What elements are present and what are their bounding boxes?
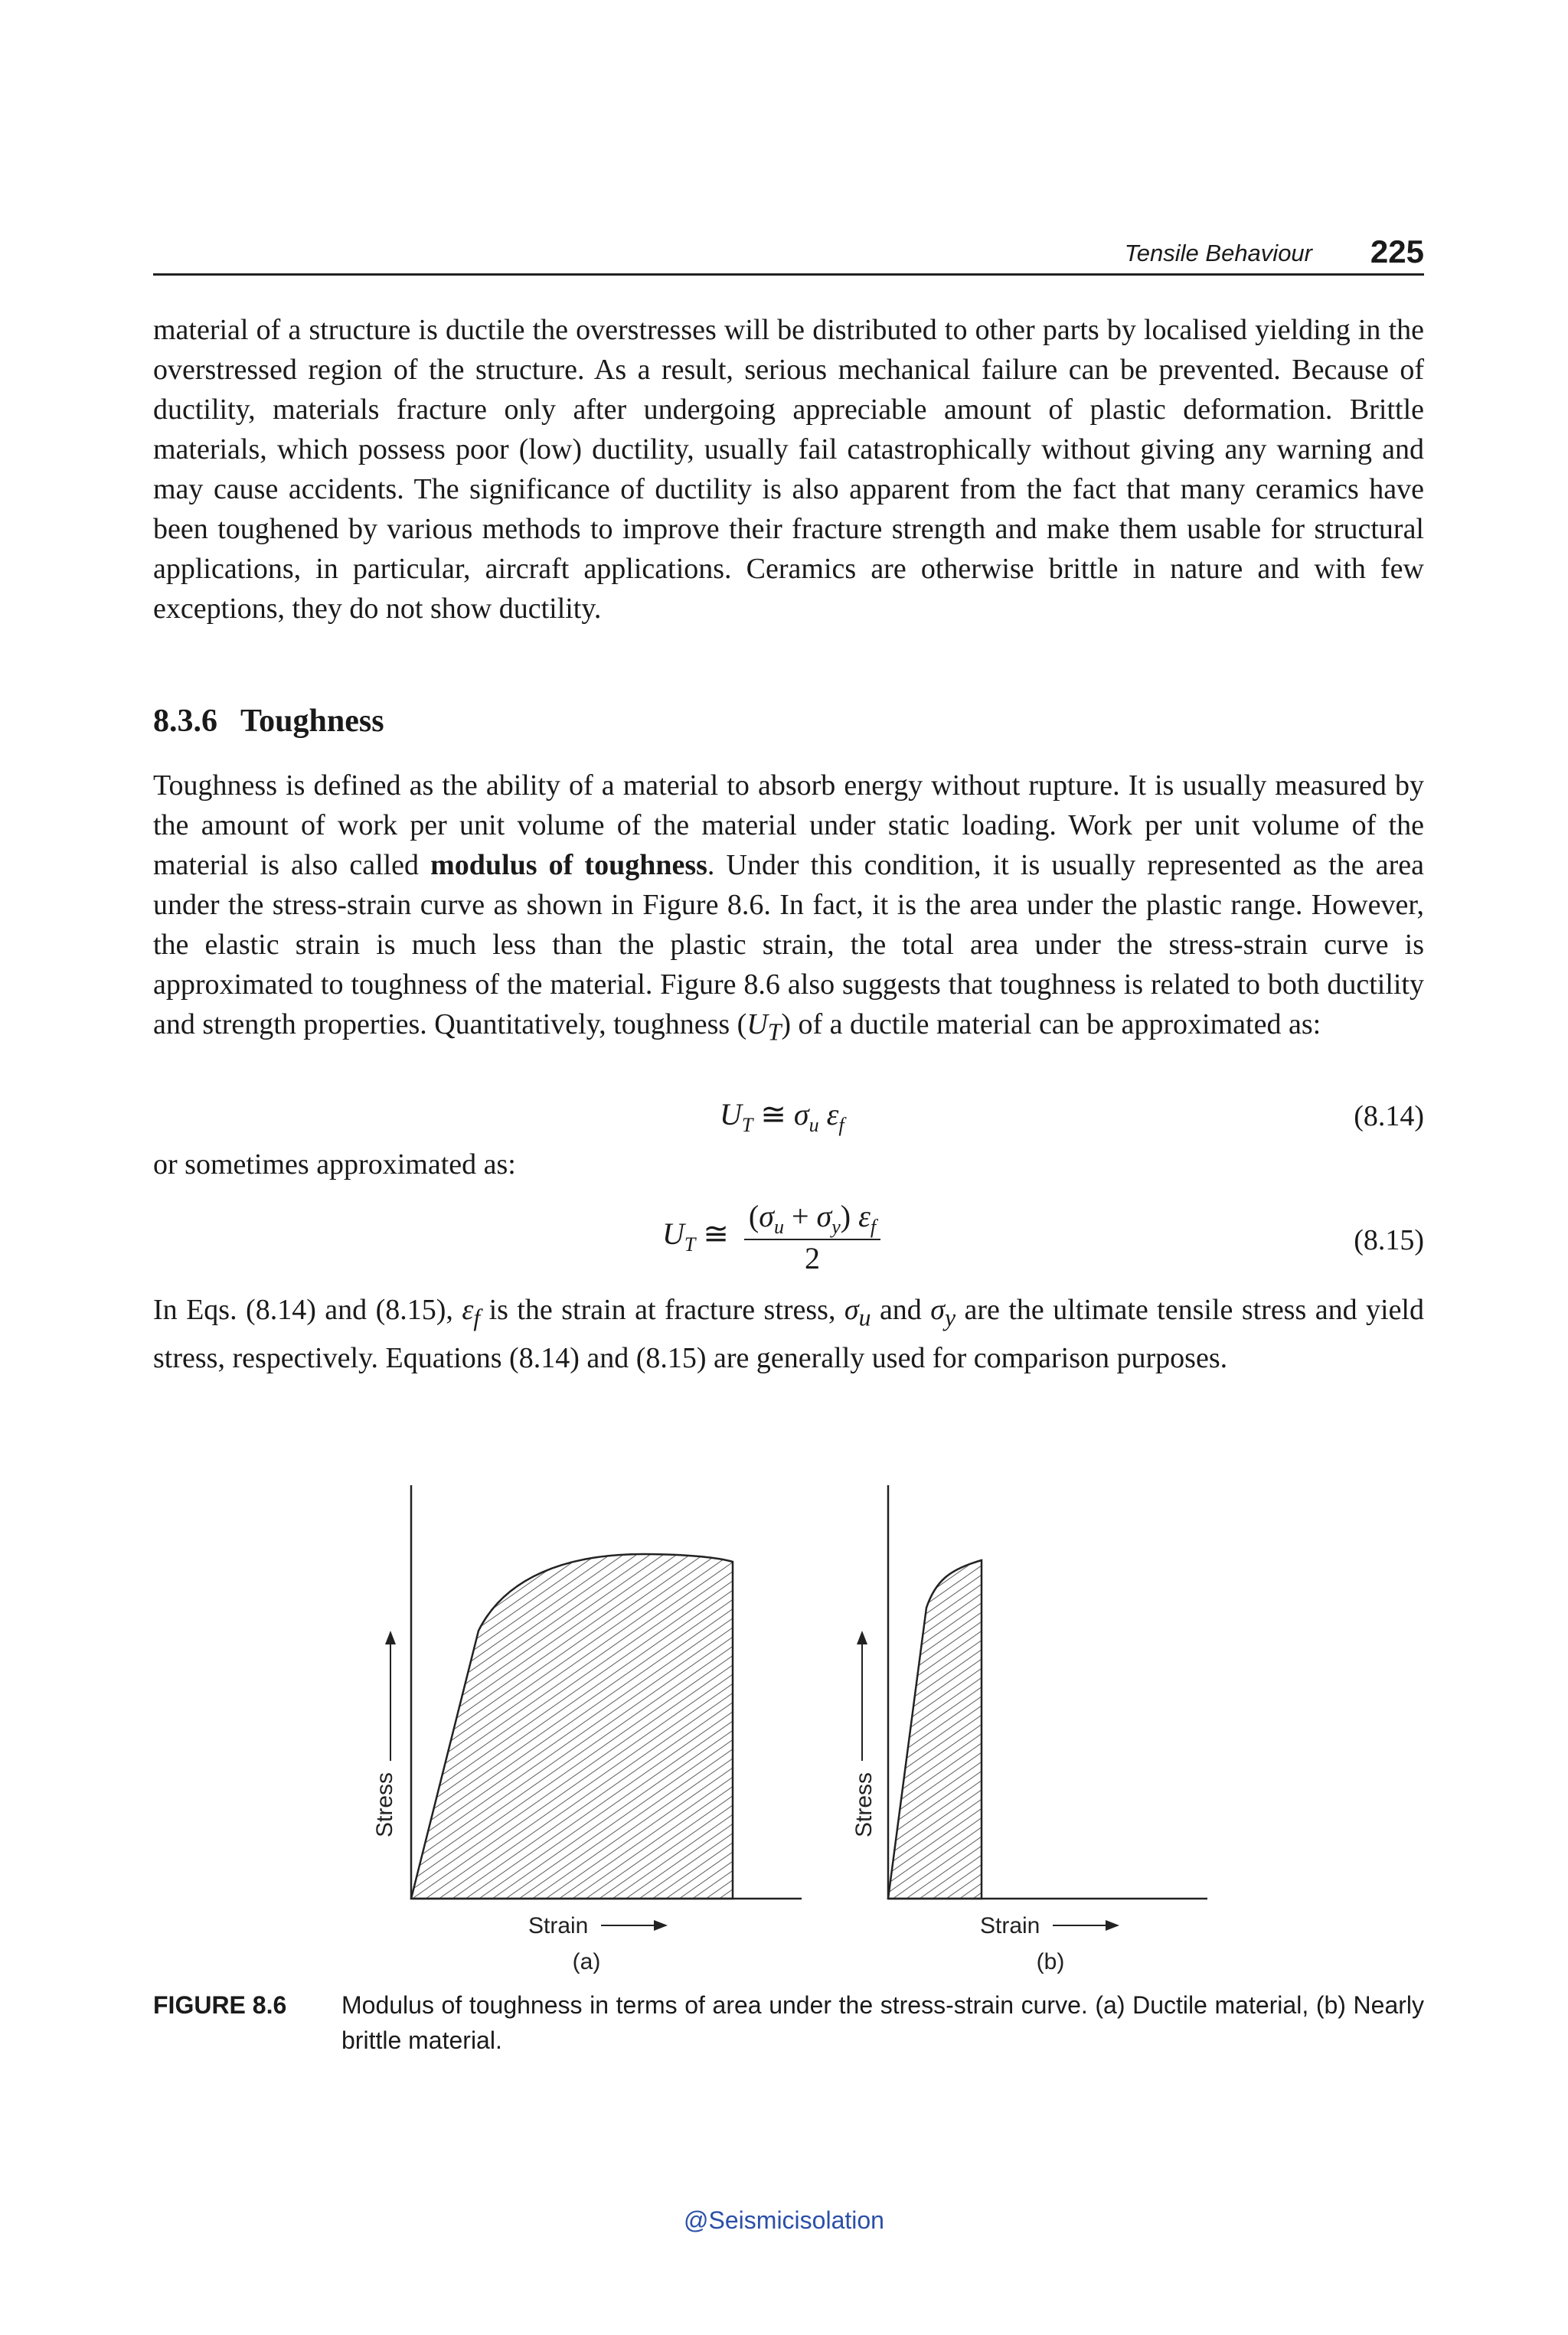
running-head [153,234,1424,276]
equation-number-8-15: (8.15) [1354,1224,1424,1256]
running-title: Tensile Behaviour [1124,240,1312,266]
paragraph-toughness: Toughness is defined as the ability of a material to absorb energy without rupture. It is usually measured by the amount of work per unit volume of the material under static loading. Work per unit volume of the material is also called modulus of toughness. Under this condition, it is usually represented as the area under the stress-strain curve as shown in Figure 8.6. In fact, it is the area under the plastic range. However, the elastic strain is much less than the plastic strain, the total area under the stress-strain curve is approximated to toughness of the material. Figure 8.6 also suggests that toughness is related to both ductility and strength properties. Quantitatively, toughness $(U_T)$ of a ductile material can be approximated as: [153,769,1424,1046]
section-heading [153,703,384,740]
panel-a-xlabel: Strain [528,1913,589,1938]
watermark: @Seismicisolation [684,2206,884,2234]
panel-a-ylabel: Stress [372,1772,397,1837]
panel-b-stress-arrowhead [857,1631,867,1644]
term-modulus-of-toughness: modulus of toughness [430,849,707,881]
panel-a-tag: (a) [572,1949,601,1974]
caption-label: FIGURE 8.6 [153,1991,287,2019]
panel-b [851,1485,1207,1974]
section-number: 8.3.6 [153,704,217,739]
caption-text: Modulus of toughness in terms of area under the stress-strain curve. (a) Ductile material, (b) Nearly brittle material. [341,1991,1424,2054]
fraction: $\frac{(\sigma_u + \sigma_y) \varepsilon_f}{2}$ [744,1198,880,1276]
panel-b-xlabel: Strain [980,1913,1040,1938]
page-number: 225 [1370,234,1424,269]
panel-b-tag: (b) [1036,1949,1065,1974]
panel-a-stress-arrowhead [385,1631,396,1644]
equation-8-15: $U_T$ ≅ $\frac{(\sigma_u + \sigma_y) \varepsilon_f}{2}$ [662,1198,880,1276]
equation-number-8-14: (8.14) [1354,1100,1424,1132]
stress-strain-diagrams [0,1439,1568,1990]
equation-8-14: $U_T$ ≅ $\sigma_u$ $\varepsilon_f$ [720,1097,844,1136]
panel-b-strain-arrowhead [1106,1920,1119,1931]
panel-a-strain-arrowhead [654,1920,668,1931]
paragraph-ductility: material of a structure is ductile the overstresses will be distributed to other parts by localised yielding in the overstressed region of the structure. As a result, serious mechanical failure can be prevented. Because of ductility, materials fracture only after undergoing appreciable amount of plastic deformation. Brittle materials, which possess poor (low) ductility, usually fail catastrophically without giving any warning and may cause accidents. The significance of ductility is also apparent from the fact that many ceramics have been toughened by various methods to improve their fracture strength and make them usable for structural applications, in particular, aircraft applications. Ceramics are otherwise brittle in nature and with few exceptions, they do not show ductility. [153,314,1424,625]
panel-b-ylabel: Stress [851,1772,877,1837]
panel-a [372,1485,802,1974]
section-title: Toughness [240,704,384,739]
panel-a-toughness-area [411,1554,733,1899]
paragraph-approx: or sometimes approximated as: [153,1148,516,1181]
figure-8-6 [0,1439,1568,1990]
paragraph-equations: In Eqs. (8.14) and (8.15), $\varepsilon_f$ is the strain at fracture stress, $\sigma_u$ and $\sigma_y$ are the ultimate tensile stress and yield stress, respectively. Equations (8.14) and (8.15) are generally used for comparison purposes. [153,1294,1424,1374]
panel-b-toughness-area [888,1560,982,1899]
